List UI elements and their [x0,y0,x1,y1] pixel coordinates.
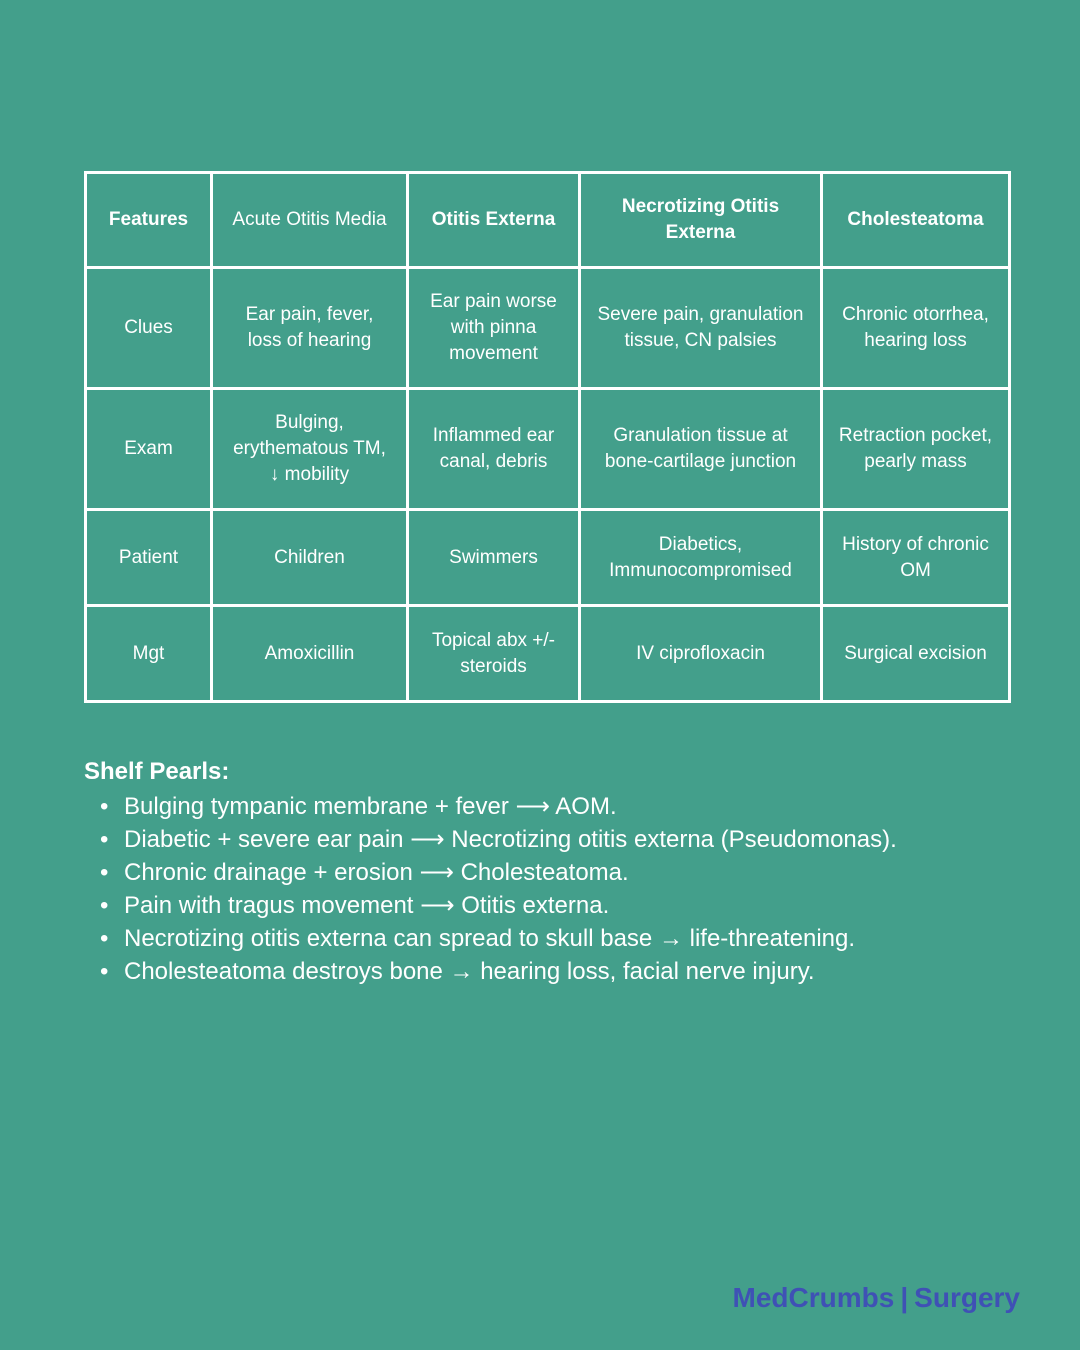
header-cholesteatoma: Cholesteatoma [822,173,1010,268]
header-necrotizing-otitis-externa: Necrotizing Otitis Externa [580,173,822,268]
table-cell: Children [212,510,408,606]
table-row [86,268,1010,389]
table-cell: Amoxicillin [212,606,408,702]
table-row [86,606,1010,702]
header-features: Features [86,173,212,268]
table-cell: Diabetics, Immunocompromised [580,510,822,606]
table-cell: Surgical excision [822,606,1010,702]
list-item [84,889,1044,922]
brand-name: MedCrumbs [732,1282,895,1313]
table-cell: Topical abx +/- steroids [408,606,580,702]
table-cell: IV ciprofloxacin [580,606,822,702]
table-cell: Swimmers [408,510,580,606]
pearl-text: Necrotizing otitis externa can spread to skull base → life-threatening. [124,925,856,952]
table-cell: Retraction pocket, pearly mass [822,389,1010,510]
comparison-table [84,171,1011,703]
list-item [84,823,1044,856]
list-item [84,790,1044,823]
table-cell: Chronic otorrhea, hearing loss [822,268,1010,389]
row-label-clues: Clues [86,268,212,389]
bullet-icon: • [100,925,109,952]
table-row [86,510,1010,606]
brand-separator: | [900,1282,909,1313]
table-cell: Severe pain, granulation tissue, CN palsies [580,268,822,389]
bullet-icon: • [100,793,109,820]
row-label-exam: Exam [86,389,212,510]
list-item [84,955,1044,988]
table-cell: Ear pain worse with pinna movement [408,268,580,389]
list-item [84,856,1044,889]
pearl-text: Cholesteatoma destroys bone → hearing loss, facial nerve injury. [124,958,815,985]
table-cell: History of chronic OM [822,510,1010,606]
pearl-text: Bulging tympanic membrane + fever ⟶ AOM. [124,793,617,820]
table-cell: Inflammed ear canal, debris [408,389,580,510]
shelf-pearls-section [84,757,1044,988]
pearls-list [84,790,1044,988]
list-item [84,922,1044,955]
header-acute-otitis-media: Acute Otitis Media [212,173,408,268]
bullet-icon: • [100,859,109,886]
pearls-title: Shelf Pearls: [84,758,230,785]
brand-footer [733,1282,1020,1314]
table-header-row [86,173,1010,268]
brand-section: Surgery [914,1282,1020,1313]
bullet-icon: • [100,826,109,853]
pearl-text: Chronic drainage + erosion ⟶ Cholesteatoma. [124,859,629,886]
table-cell: Granulation tissue at bone-cartilage junction [580,389,822,510]
pearl-text: Pain with tragus movement ⟶ Otitis externa. [124,892,610,919]
table-cell: Ear pain, fever, loss of hearing [212,268,408,389]
pearl-text: Diabetic + severe ear pain ⟶ Necrotizing otitis externa (Pseudomonas). [124,826,897,853]
header-otitis-externa: Otitis Externa [408,173,580,268]
row-label-patient: Patient [86,510,212,606]
table-cell: Bulging, erythematous TM, ↓ mobility [212,389,408,510]
table-row [86,389,1010,510]
bullet-icon: • [100,892,109,919]
row-label-mgt: Mgt [86,606,212,702]
bullet-icon: • [100,958,109,985]
